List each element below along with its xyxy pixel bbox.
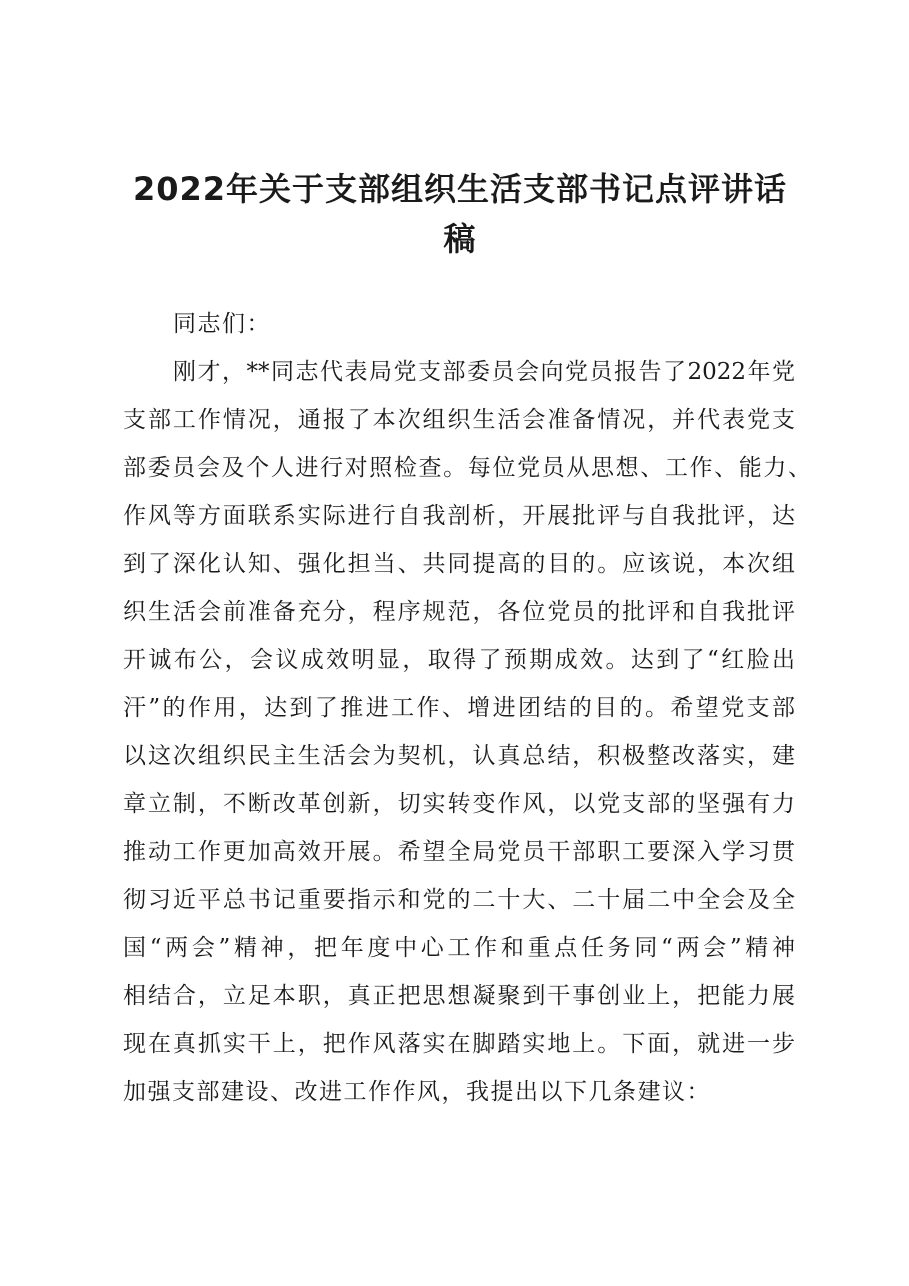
body-line: 织生活会前准备充分，程序规范，各位党员的批评和自我批评 <box>123 599 795 625</box>
body-line: 开诚布公，会议成效明显，取得了预期成效。达到了“红脸出 <box>123 647 795 673</box>
title-line-2: 稿 <box>443 220 477 258</box>
title-line-1: 2022年关于支部组织生活支部书记点评讲话 <box>132 170 788 208</box>
body-line: 到了深化认知、强化担当、共同提高的目的。应该说，本次组 <box>123 551 795 577</box>
salutation: 同志们： <box>173 311 271 337</box>
body-line: 部委员会及个人进行对照检查。每位党员从思想、工作、能力、 <box>123 455 811 481</box>
body-line: 章立制，不断改革创新，切实转变作风，以党支部的坚强有力 <box>123 791 795 817</box>
body-line: 国“两会”精神，把年度中心工作和重点任务同“两会”精神 <box>123 935 795 961</box>
body-line: 刚才，**同志代表局党支部委员会向党员报告了2022年党 <box>173 359 795 385</box>
body-line: 现在真抓实干上，把作风落实在脚踏实地上。下面，就进一步 <box>123 1031 795 1057</box>
body-line: 作风等方面联系实际进行自我剖析，开展批评与自我批评，达 <box>123 503 795 529</box>
body-line: 支部工作情况，通报了本次组织生活会准备情况，并代表党支 <box>123 407 795 433</box>
body-line: 以这次组织民主生活会为契机，认真总结，积极整改落实，建 <box>123 743 795 769</box>
body-line: 加强支部建设、改进工作作风，我提出以下几条建议： <box>123 1079 711 1105</box>
body-line: 彻习近平总书记重要指示和党的二十大、二十届二中全会及全 <box>123 887 795 913</box>
body-line: 汗”的作用，达到了推进工作、增进团结的目的。希望党支部 <box>123 695 795 721</box>
body-line: 推动工作更加高效开展。希望全局党员干部职工要深入学习贯 <box>123 839 795 865</box>
body-line: 相结合，立足本职，真正把思想凝聚到干事创业上，把能力展 <box>123 983 795 1009</box>
document-title <box>120 164 800 264</box>
